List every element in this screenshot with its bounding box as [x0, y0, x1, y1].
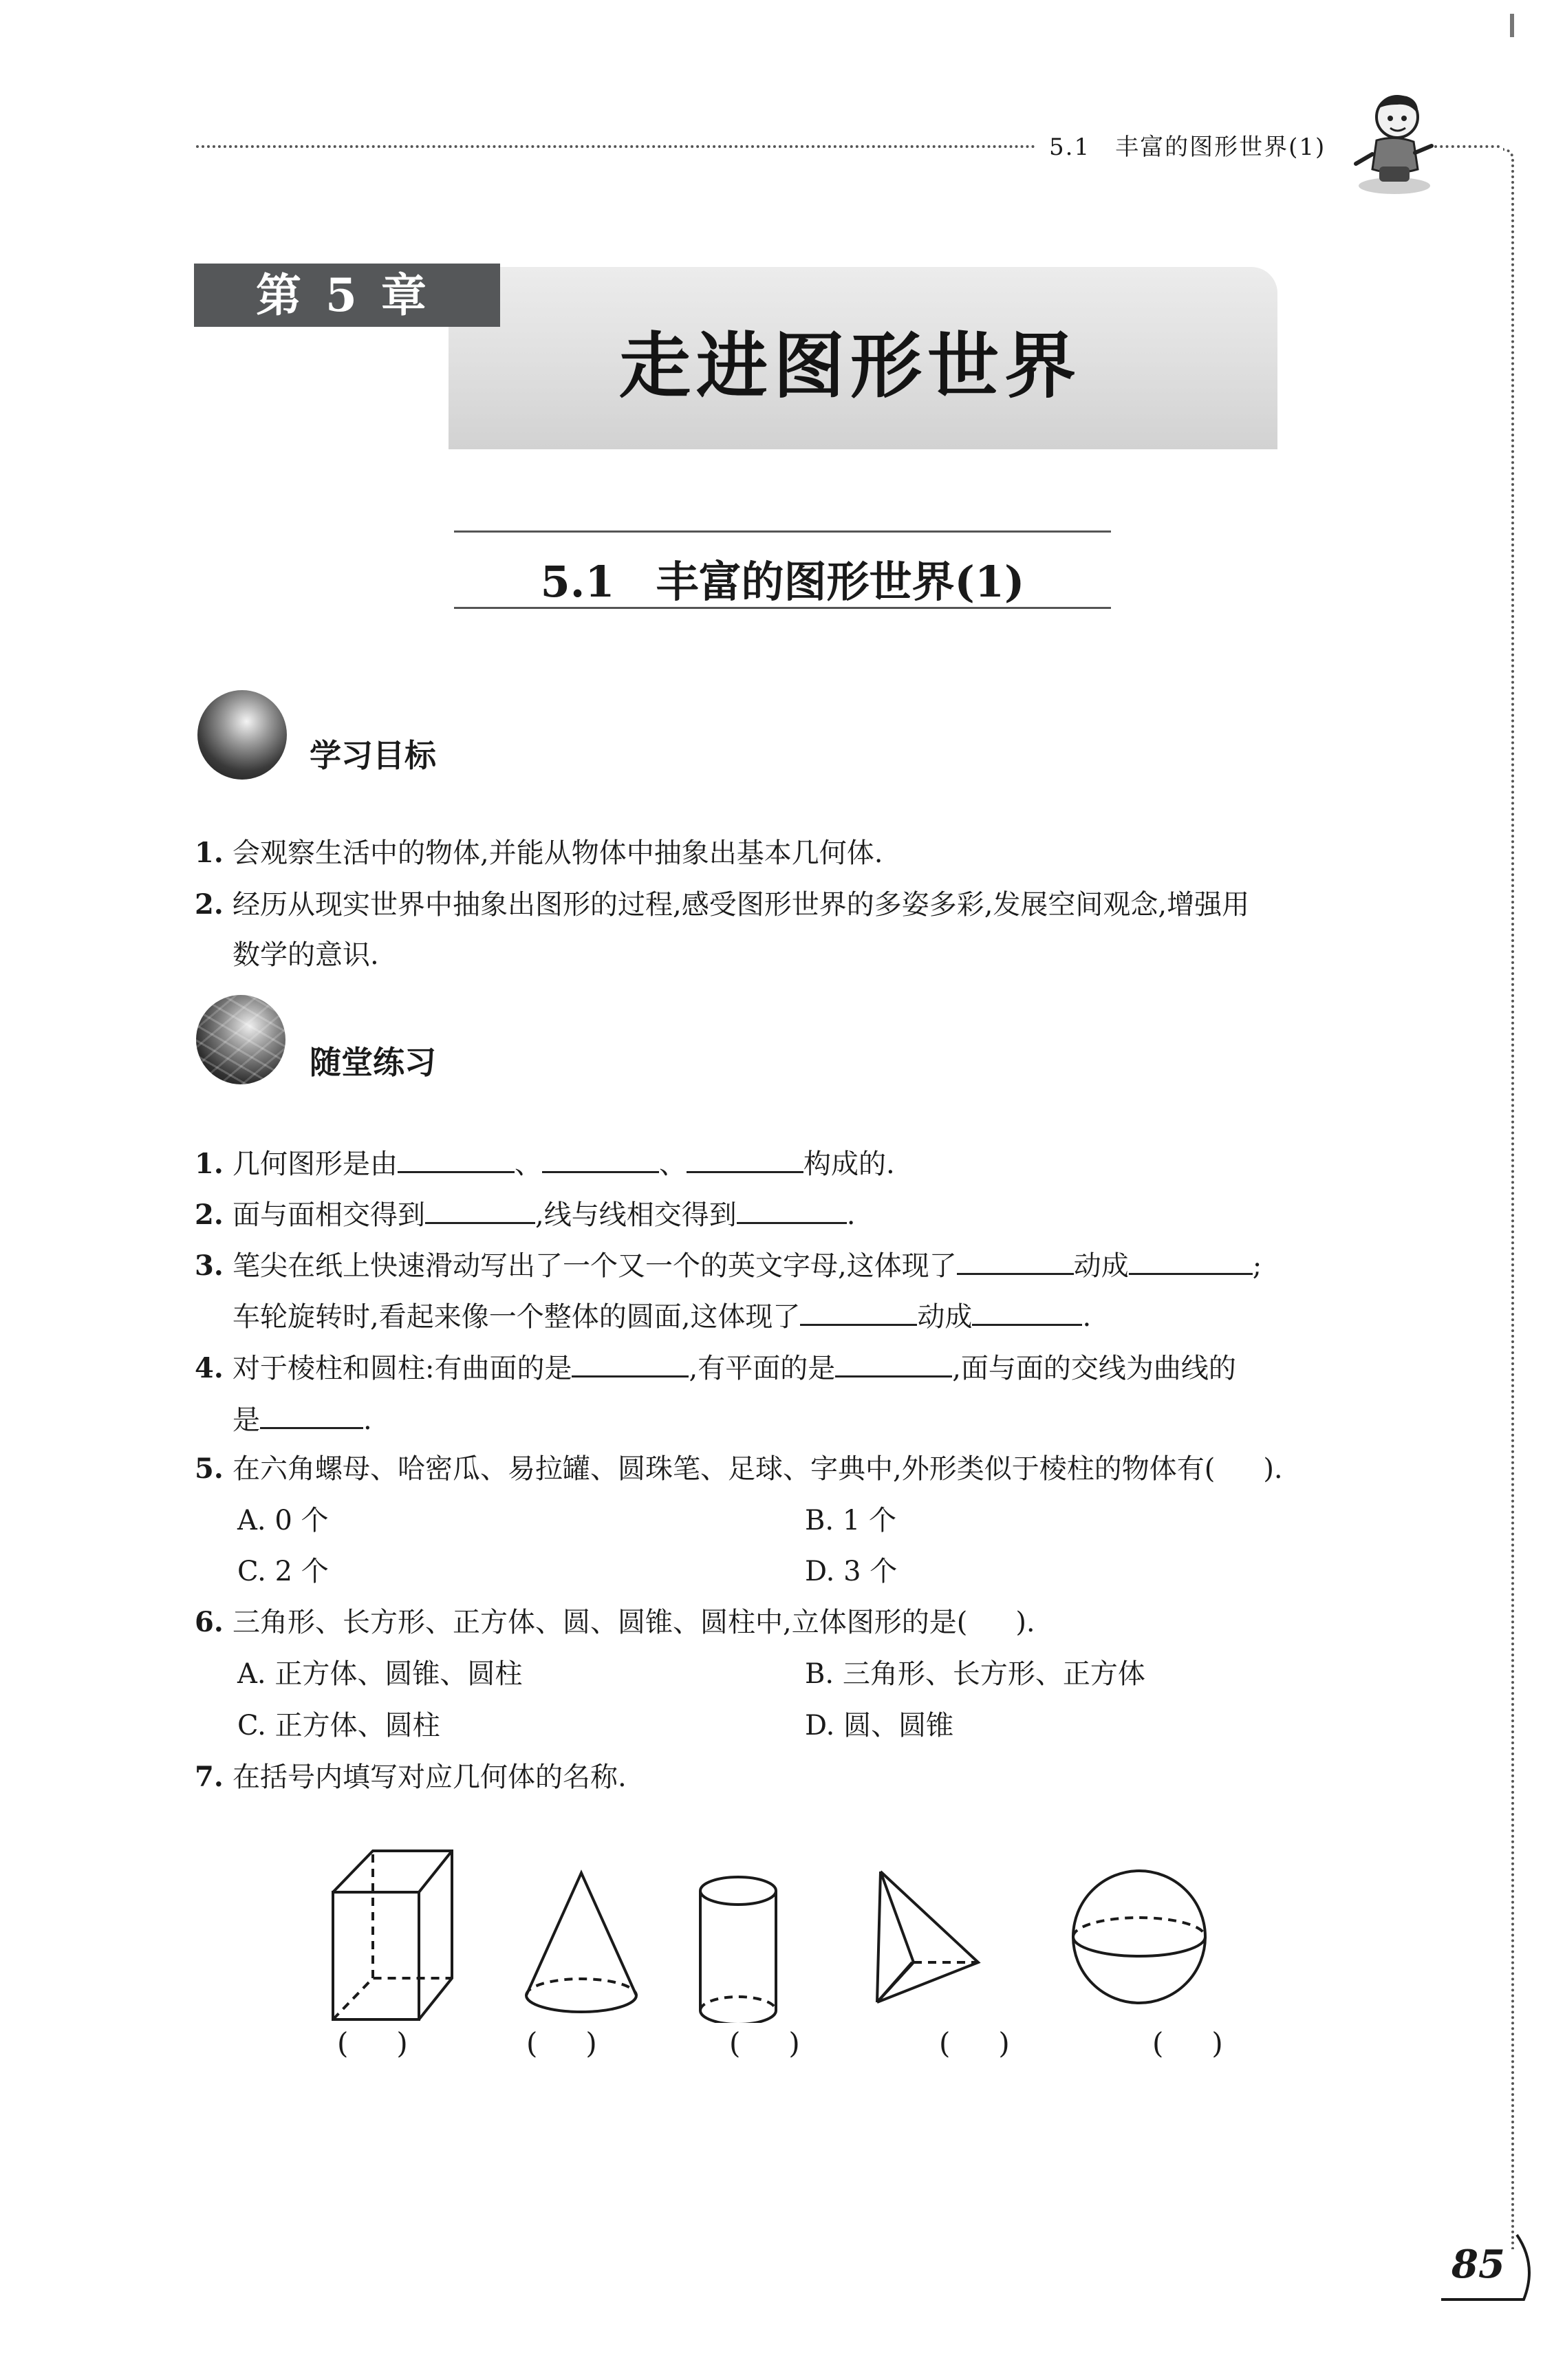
section-title — [0, 548, 1565, 609]
cone-icon — [526, 1873, 636, 2012]
answer-blank[interactable] — [835, 1352, 952, 1377]
question-2: 2. 面与面相交得到 ,线与线相交得到 . — [195, 1199, 856, 1231]
objectives-heading: 学习目标 — [310, 737, 436, 774]
question-4-cont: 是 . — [233, 1404, 372, 1436]
answer-blank[interactable] — [425, 1199, 535, 1224]
answer-blank[interactable] — [957, 1250, 1074, 1275]
answer-bracket[interactable]: ( ) — [526, 2026, 597, 2060]
running-header: 5.1 丰富的图形世界(1) — [1049, 133, 1326, 161]
question-3: 3. 笔尖在纸上快速滑动写出了一个又一个的英文字母,这体现了 动成 ; — [195, 1250, 1262, 1282]
answer-bracket[interactable]: ( ) — [1152, 2026, 1223, 2060]
cuboid-icon — [333, 1851, 452, 2019]
answer-blank[interactable] — [572, 1352, 689, 1377]
answer-blank[interactable] — [542, 1148, 659, 1173]
objective-item-cont: 数学的意识. — [233, 939, 379, 971]
mascot-icon — [1352, 88, 1438, 198]
sphere-icon — [1073, 1871, 1205, 2003]
option-d[interactable]: D. 圆、圆锥 — [805, 1710, 954, 1741]
question-4: 4. 对于棱柱和圆柱:有曲面的是 ,有平面的是 ,面与面的交线为曲线的 — [195, 1352, 1236, 1384]
chapter-label: 第 5 章 — [256, 268, 431, 322]
page-dotted-border — [1503, 148, 1514, 2249]
option-c[interactable]: C. 2 个 — [237, 1556, 329, 1587]
answer-blank[interactable] — [800, 1300, 917, 1326]
question-1: 1. 几何图形是由 、 、 构成的. — [195, 1148, 895, 1180]
option-a[interactable]: A. 正方体、圆锥、圆柱 — [237, 1658, 523, 1690]
solids-figure — [323, 1844, 1286, 2023]
answer-blank[interactable] — [398, 1148, 515, 1173]
question-7: 7. 在括号内填写对应几何体的名称. — [195, 1761, 627, 1793]
option-d[interactable]: D. 3 个 — [805, 1556, 898, 1587]
section-rule-top — [454, 530, 1111, 533]
sphere-icon — [197, 690, 287, 780]
answer-blank[interactable] — [972, 1300, 1082, 1326]
page-number: 85 — [1451, 2242, 1505, 2287]
header-dotted-rule-right — [1434, 145, 1500, 148]
section-rule-bottom — [454, 607, 1111, 609]
practice-heading: 随堂练习 — [310, 1044, 436, 1081]
option-c[interactable]: C. 正方体、圆柱 — [237, 1710, 440, 1741]
answer-blank[interactable] — [1129, 1250, 1253, 1275]
answer-bracket[interactable]: ( ) — [337, 2026, 408, 2060]
option-b[interactable]: B. 三角形、长方形、正方体 — [805, 1658, 1145, 1690]
option-b[interactable]: B. 1 个 — [805, 1505, 896, 1536]
pyramid-icon — [877, 1872, 978, 2002]
globe-icon — [196, 995, 285, 1084]
answer-blank[interactable] — [260, 1404, 363, 1429]
question-5: 5. 在六角螺母、哈密瓜、易拉罐、圆珠笔、足球、字典中,外形类似于棱柱的物体有( ). — [195, 1452, 1283, 1485]
answer-bracket[interactable]: ( ) — [939, 2026, 1010, 2060]
objective-item: 1. 会观察生活中的物体,并能从物体中抽象出基本几何体. — [195, 837, 883, 869]
edge-mark — [1510, 14, 1514, 37]
objective-item: 2. 经历从现实世界中抽象出图形的过程,感受图形世界的多姿多彩,发展空间观念,增强用 — [195, 888, 1250, 921]
question-6: 6. 三角形、长方形、正方体、圆、圆锥、圆柱中,立体图形的是( ). — [195, 1606, 1035, 1638]
answer-bracket[interactable]: ( ) — [729, 2026, 800, 2060]
section-name: 丰富的图形世界(1) — [656, 557, 1025, 607]
chapter-title: 走进图形世界 — [619, 324, 1082, 408]
header-dotted-rule — [196, 145, 1035, 148]
question-3-cont: 车轮旋转时,看起来像一个整体的圆面,这体现了 动成 . — [233, 1301, 1092, 1333]
answer-blank[interactable] — [737, 1199, 847, 1224]
section-number: 5.1 — [540, 557, 615, 607]
cylinder-icon — [700, 1877, 776, 2023]
option-a[interactable]: A. 0 个 — [237, 1505, 329, 1536]
answer-blank[interactable] — [687, 1148, 803, 1173]
